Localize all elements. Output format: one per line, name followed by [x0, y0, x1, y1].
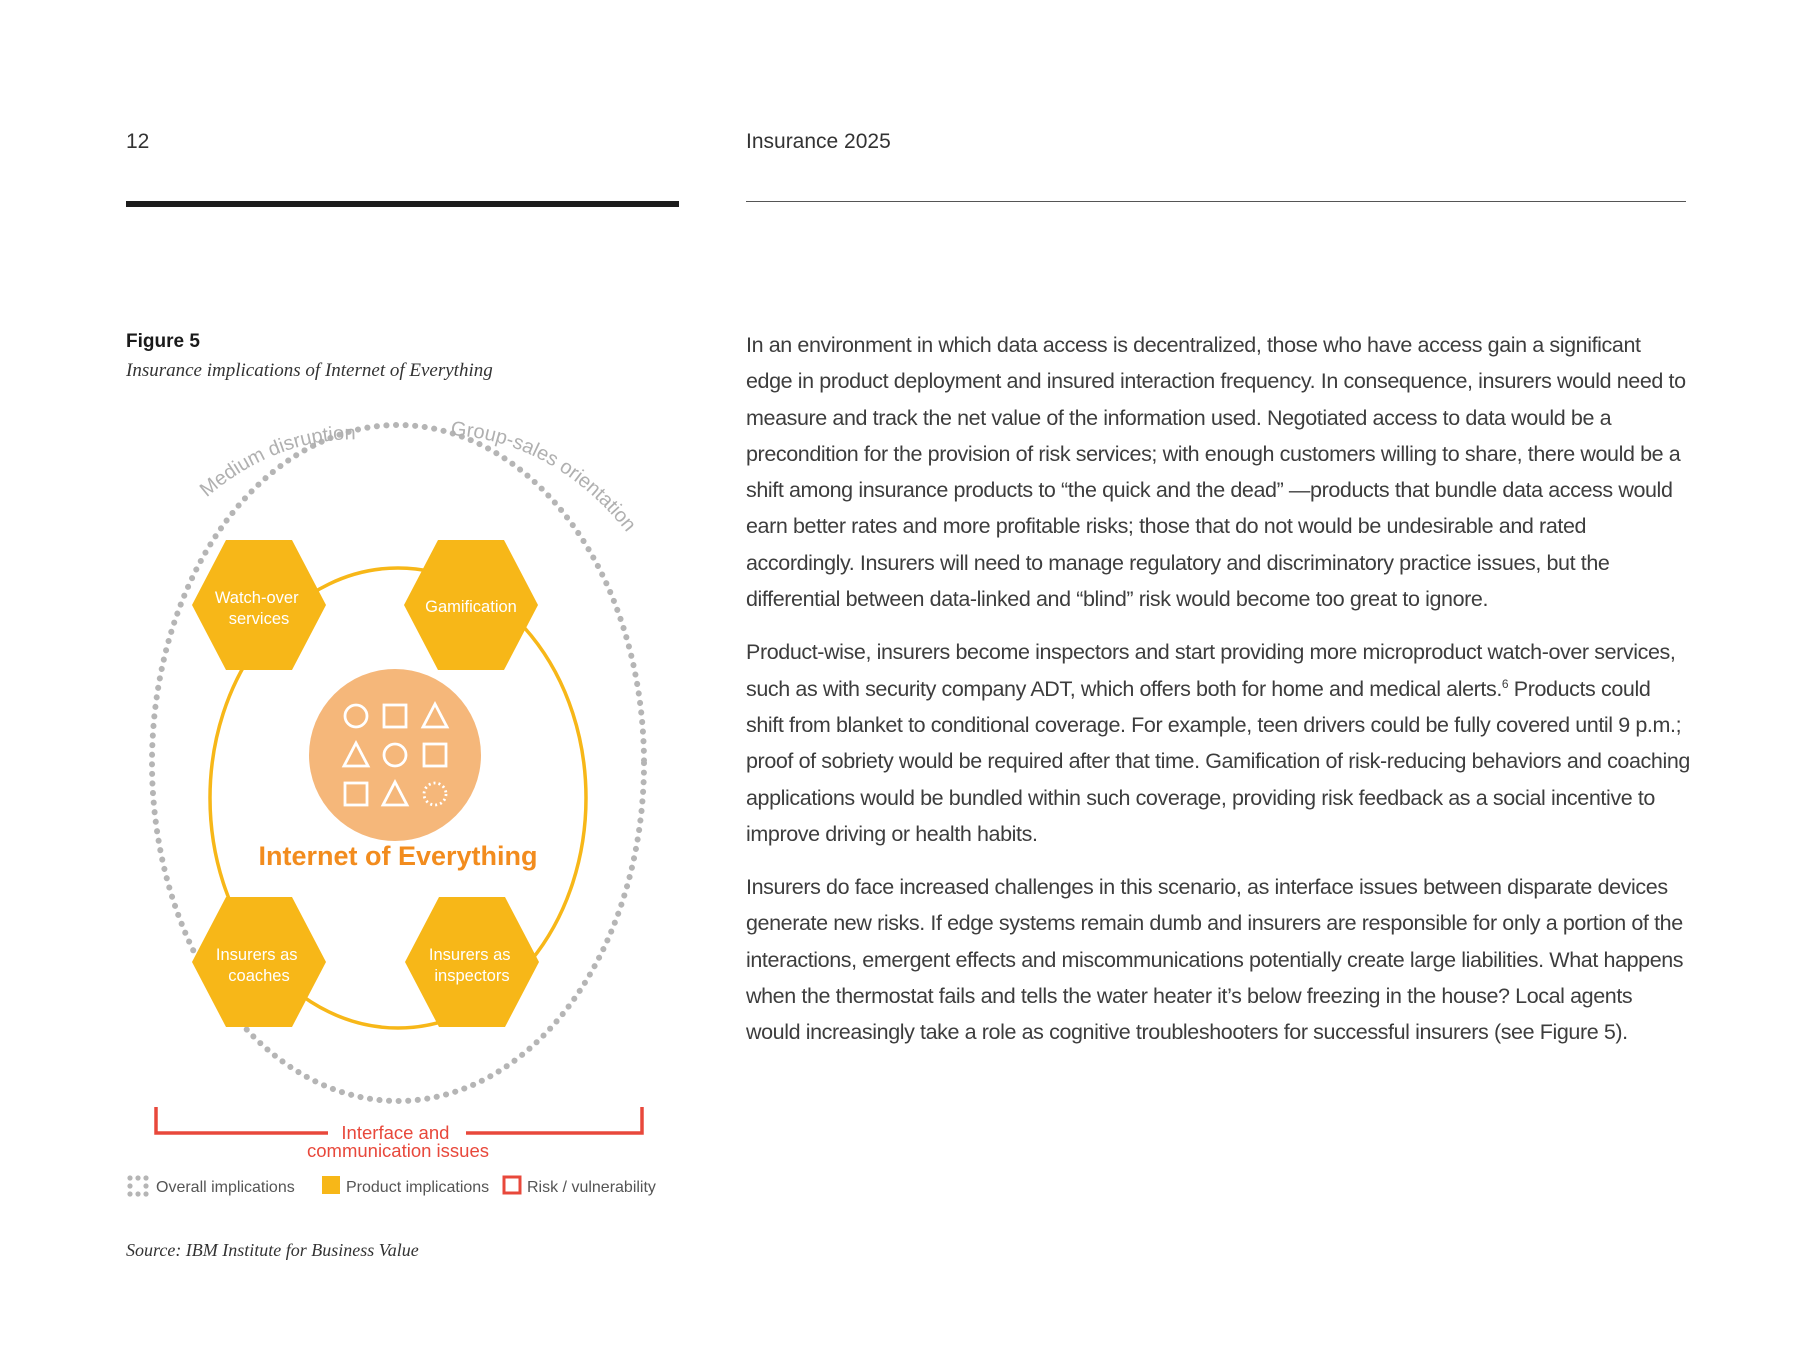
figure-label: Figure 5 [126, 331, 200, 352]
footnote-marker: 6 [1501, 676, 1509, 691]
legend-dots-icon [127, 1175, 148, 1196]
running-head: Insurance 2025 [746, 130, 891, 153]
risk-bracket-label-line: Interface and [341, 1122, 450, 1143]
hexagon-text-line: Watch-over [214, 589, 299, 607]
legend-risk-label: Risk / vulnerability [527, 1179, 656, 1196]
page-number: 12 [126, 130, 150, 153]
header-rule-left [126, 201, 679, 207]
paragraph-text: Products could shift from blanket to conditional coverage. For example, teen drivers could be fully covered until 9 p.m.; proof of sobriety would be required after that time. Gamification of risk-reducing behaviors and coaching applications would be bundled within such coverage, providing risk feedback as a social incentive to improve driving or health habits. [746, 676, 1690, 846]
paragraph [746, 634, 1691, 852]
body-text [746, 327, 1691, 1068]
hexagon-text-line: Insurers as [215, 946, 298, 964]
figure-title: Insurance implications of Internet of Everything [126, 360, 493, 381]
ring-label-medium-disruption: Medium disruption [195, 422, 356, 502]
figure-source: Source: IBM Institute for Business Value [126, 1240, 419, 1260]
center-circle [309, 669, 481, 841]
hexagon-text-line: Insurers as [428, 946, 511, 964]
hexagon-watch-over-services [192, 540, 326, 670]
legend-risk-swatch [504, 1177, 520, 1193]
risk-bracket-label [307, 1122, 489, 1161]
header-rule-right [746, 201, 1686, 202]
legend-product-swatch [322, 1176, 340, 1194]
hexagon-text-line: inspectors [434, 967, 510, 985]
svg-text:Gamification [425, 598, 517, 616]
risk-bracket-label-line: communication issues [307, 1140, 489, 1161]
paragraph-text: Product-wise, insurers become inspectors and start providing more microproduct watch-over services, such as with security company ADT, which offers both for home and medical alerts. [746, 640, 1676, 701]
hexagon-gamification [404, 540, 538, 670]
hexagon-insurers-as-coaches [192, 897, 326, 1027]
hexagon-text-line: coaches [228, 967, 290, 985]
paragraph: In an environment in which data access is decentralized, those who have access gain a significant edge in product deployment and insured interaction frequency. In consequence, insurers would need to measure and track the net value of the information used. Negotiated access to data would be a precondition for the provision of risk services; with enough customers willing to share, there would be a shift among insurance products to “the quick and the dead” —products that bundle data access would earn better rates and more profitable risks; those that do not would be undesirable and rated accordingly. Insurers will need to manage regulatory and discriminatory practice issues, but the differential between data-linked and “blind” risk would become too great to ignore. [746, 333, 1686, 612]
paragraph: Insurers do face increased challenges in this scenario, as interface issues between disparate devices generate new risks. If edge systems remain dumb and insurers are responsible for only a portion of the interactions, emergent effects and miscommunications potentially create large liabilities. What happens when the thermostat fails and tells the water heater it’s below freezing in the house? Local agents would increasingly take a role as cognitive troubleshooters for successful insurers (see Figure 5). [746, 875, 1684, 1045]
figure-diagram [126, 405, 686, 1205]
hexagon-text-line: services [228, 610, 290, 628]
hexagon-insurers-as-inspectors [405, 897, 539, 1027]
center-title: Internet of Everything [258, 841, 538, 871]
ring-label-group-sales: Group-sales orientation [450, 418, 641, 536]
legend-overall-label: Overall implications [156, 1179, 295, 1196]
hexagon-text-line: Gamification [425, 598, 517, 616]
legend-product-label: Product implications [346, 1179, 490, 1196]
legend [127, 1175, 656, 1196]
